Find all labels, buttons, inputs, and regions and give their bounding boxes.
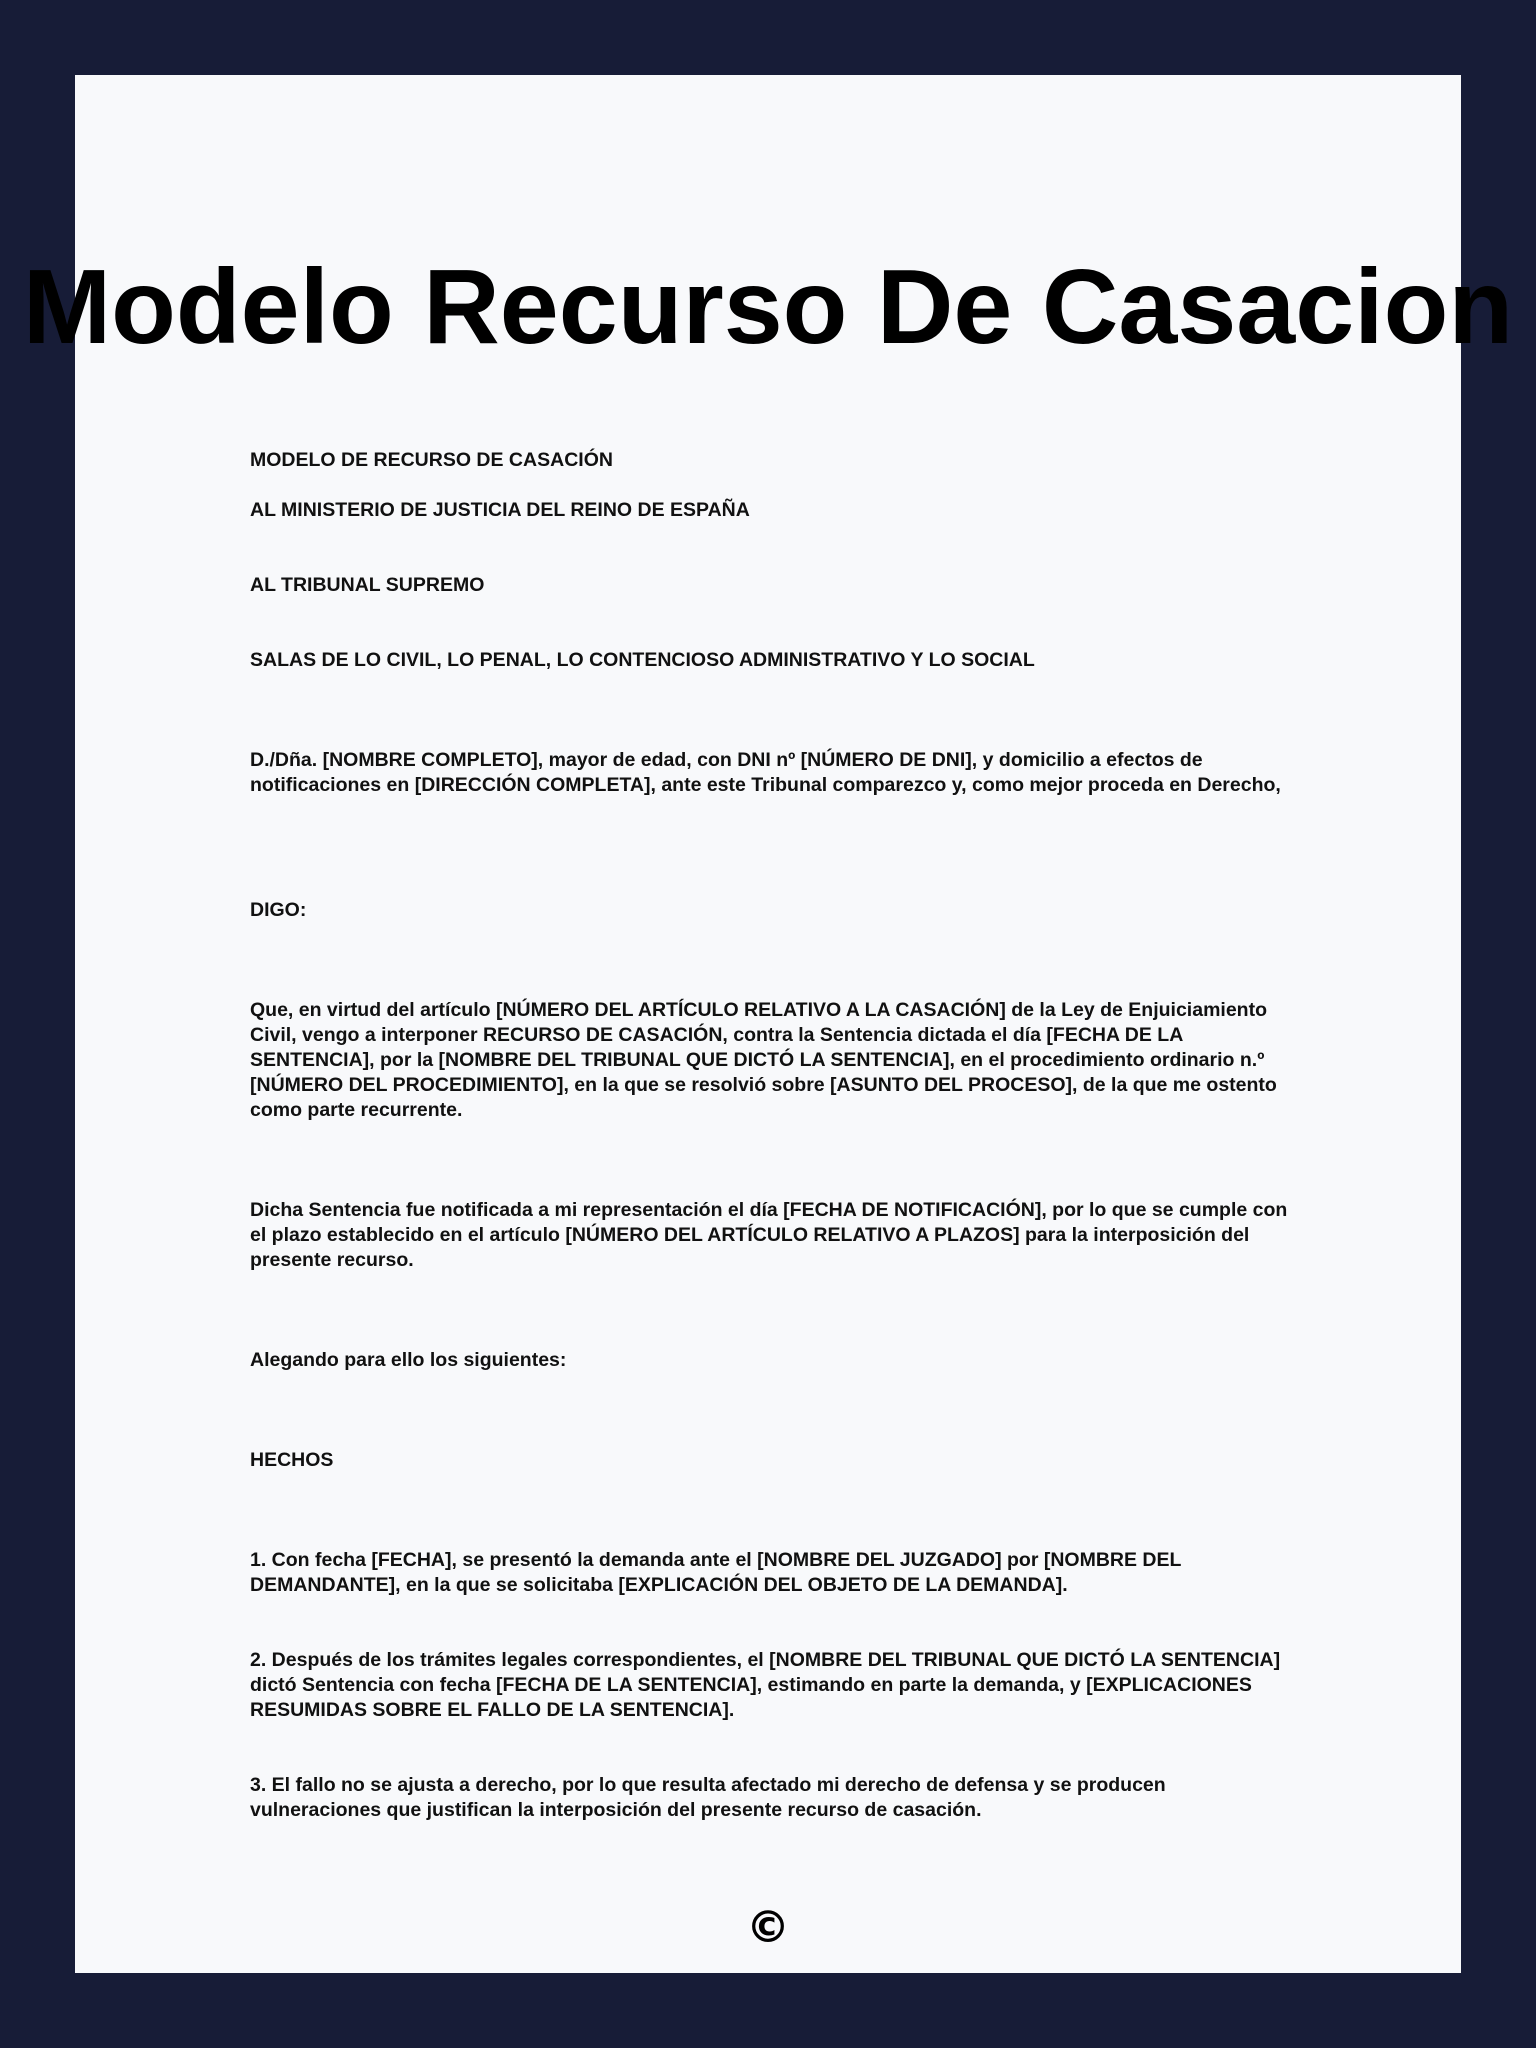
fact-2: 2. Después de los trámites legales correspondientes, el [NOMBRE DEL TRIBUNAL QUE DICTÓ LA SENTENCIA] dictó Sentencia con fecha [FECHA DE LA SENTENCIA], estimando en parte la demanda, y [EXPLICACIONES RESUMIDAS SOBRE EL FALLO DE LA SENTENCIA].: [250, 1649, 1281, 1721]
addressee-court: AL TRIBUNAL SUPREMO: [250, 574, 485, 596]
document-headline: Modelo Recurso De Casacion: [22, 248, 1514, 366]
addressee-chambers: SALAS DE LO CIVIL, LO PENAL, LO CONTENCIOSO ADMINISTRATIVO Y LO SOCIAL: [250, 649, 1035, 671]
hechos-heading: HECHOS: [250, 1449, 334, 1471]
copyright-icon: ©: [746, 1902, 790, 1953]
digo-heading: DIGO:: [250, 899, 307, 921]
appeal-paragraph: Que, en virtud del artículo [NÚMERO DEL ARTÍCULO RELATIVO A LA CASACIÓN] de la Ley de Enjuiciamiento Civil, vengo a interponer RECURSO DE CASACIÓN, contra la Sentencia dictada el día [FECHA DE LA SENTENCIA], por la [NOMBRE DEL TRIBUNAL QUE DICTÓ LA SENTENCIA], en el procedimiento ordinario n.º [NÚMERO DEL PROCEDIMIENTO], en la que se resolvió sobre [ASUNTO DEL PROCESO], de la que me ostento como parte recurrente.: [250, 999, 1277, 1121]
doc-title: MODELO DE RECURSO DE CASACIÓN: [250, 449, 613, 471]
fact-1: 1. Con fecha [FECHA], se presentó la demanda ante el [NOMBRE DEL JUZGADO] por [NOMBRE DEL DEMANDANTE], en la que se solicitaba [EXPLICACIÓN DEL OBJETO DE LA DEMANDA].: [250, 1549, 1182, 1596]
fact-3: 3. El fallo no se ajusta a derecho, por lo que resulta afectado mi derecho de defensa y se producen vulneraciones que justifican la interposición del presente recurso de casación.: [250, 1774, 1166, 1821]
notification-paragraph: Dicha Sentencia fue notificada a mi representación el día [FECHA DE NOTIFICACIÓN], por lo que se cumple con el plazo establecido en el artículo [NÚMERO DEL ARTÍCULO RELATIVO A PLAZOS] para la interposición del presente recurso.: [250, 1199, 1288, 1271]
alegando-paragraph: Alegando para ello los siguientes:: [250, 1349, 567, 1371]
addressee-ministry: AL MINISTERIO DE JUSTICIA DEL REINO DE ESPAÑA: [250, 499, 750, 521]
party-identification: D./Dña. [NOMBRE COMPLETO], mayor de edad, con DNI nº [NÚMERO DE DNI], y domicilio a efectos de notificaciones en [DIRECCIÓN COMPLETA], ante este Tribunal comparezco y, como mejor proceda en Derecho,: [250, 749, 1281, 796]
